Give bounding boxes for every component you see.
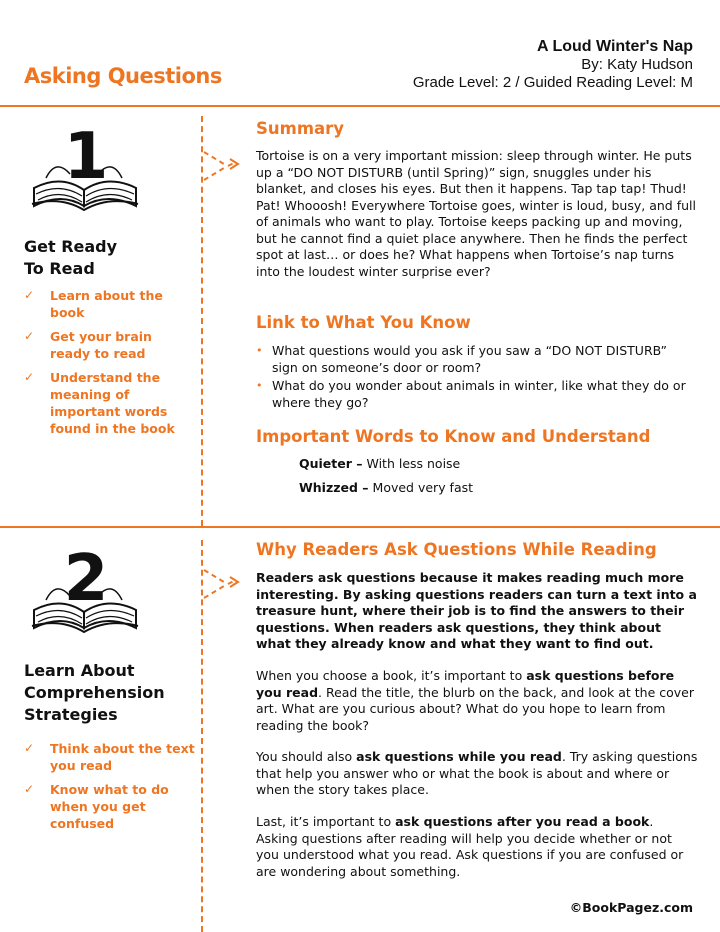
step-1-arrow-icon	[202, 148, 242, 184]
vocab-definition: Moved very fast	[368, 480, 474, 495]
check-icon: ✓	[24, 329, 35, 343]
why-paragraph-before: When you choose a book, it’s important to ask questions before you read. Read the title, the blurb on the back, and look at the cover art. What are you curious about? What do you hope to learn from reading the book?	[256, 668, 695, 733]
check-icon: ✓	[24, 288, 35, 302]
step-2-arrow-icon	[202, 566, 242, 602]
step-1-book-icon	[26, 118, 146, 232]
check-icon: ✓	[24, 741, 35, 755]
checklist-item: ✓ Understand the meaning of important words found in the book	[24, 370, 175, 436]
link-title: Link to What You Know	[256, 313, 471, 332]
checklist-item: ✓ Know what to do when you get confused	[24, 782, 169, 831]
section-divider	[0, 526, 720, 528]
vocab-word	[299, 456, 460, 472]
book-author: By: Katy Hudson	[581, 56, 693, 73]
check-icon: ✓	[24, 782, 35, 796]
vocab-definition: With less noise	[362, 456, 461, 471]
step-2-heading-line2: Comprehension	[24, 683, 165, 702]
list-item: • What do you wonder about animals in winter, like what they do or where they go?	[256, 378, 686, 410]
step-2-heading-line1: Learn About	[24, 661, 135, 680]
step-2-heading-line3: Strategies	[24, 705, 118, 724]
bullet-icon: •	[256, 379, 263, 392]
step-2-heading	[24, 660, 165, 726]
book-info	[413, 38, 693, 92]
grade-level: Grade Level: 2 / Guided Reading Level: M	[412, 74, 693, 91]
checklist-item: ✓ Get your brain ready to read	[24, 329, 152, 361]
why-intro: Readers ask questions because it makes reading much more interesting. By asking questions readers can turn a text into a treasure hunt, where their job is to find the answers to their questions. When readers ask questions, they think about what they already know and what they want to find out.	[256, 570, 697, 651]
step-2-number: 2	[63, 542, 109, 616]
page-title: Asking Questions	[24, 64, 222, 88]
step-1-heading-line2: To Read	[24, 259, 95, 278]
step-1-heading	[24, 236, 117, 280]
vocab-term: Quieter –	[299, 456, 363, 471]
summary-text: Tortoise is on a very important mission: sleep through winter. He puts up a “DO NOT DISTURB (until Spring)” sign, snuggles under his blanket, and closes his eyes. But then it happens. Tap tap tap! Thud! Pat! Whooosh! Everywhere Tortoise goes, winter is loud, busy, and full of animals who want to play. Tortoise keeps packing up and moving, but he cannot find a quiet place anywhere. Then he finds the perfect spot at last… or does he? What happens when Tortoise’s nap turns into the loudest winter surprise ever?	[256, 148, 696, 279]
vocab-term: Whizzed –	[299, 480, 369, 495]
why-paragraph-after: Last, it’s important to ask questions after you read a book. Asking questions after reading will help you decide whether or not you understood what you read. Ask questions if you are confused or are wondering about something.	[256, 814, 684, 879]
bullet-icon: •	[256, 344, 263, 357]
step-1-heading-line1: Get Ready	[24, 237, 118, 256]
why-paragraph-while: You should also ask questions while you read. Try asking questions that help you answer who or what the book is about and where or when the story takes place.	[256, 749, 698, 797]
why-title: Why Readers Ask Questions While Reading	[256, 540, 657, 559]
step-2-book-icon	[26, 540, 146, 654]
footer-copyright: ©BookPagez.com	[569, 900, 693, 915]
step-1-number: 1	[63, 120, 109, 194]
book-title: A Loud Winter's Nap	[537, 38, 693, 55]
vocab-title: Important Words to Know and Understand	[256, 427, 651, 446]
link-bullets	[256, 343, 696, 413]
checklist-item: ✓ Learn about the book	[24, 288, 163, 320]
check-icon: ✓	[24, 370, 35, 384]
vocab-word	[299, 480, 473, 496]
header-divider	[0, 105, 720, 107]
summary-title: Summary	[256, 119, 345, 138]
checklist-item: ✓ Think about the text you read	[24, 741, 195, 773]
step-2-checklist	[24, 740, 196, 839]
list-item: • What questions would you ask if you saw a “DO NOT DISTURB” sign on someone’s door or room?	[256, 343, 668, 375]
step-1-checklist	[24, 287, 196, 444]
